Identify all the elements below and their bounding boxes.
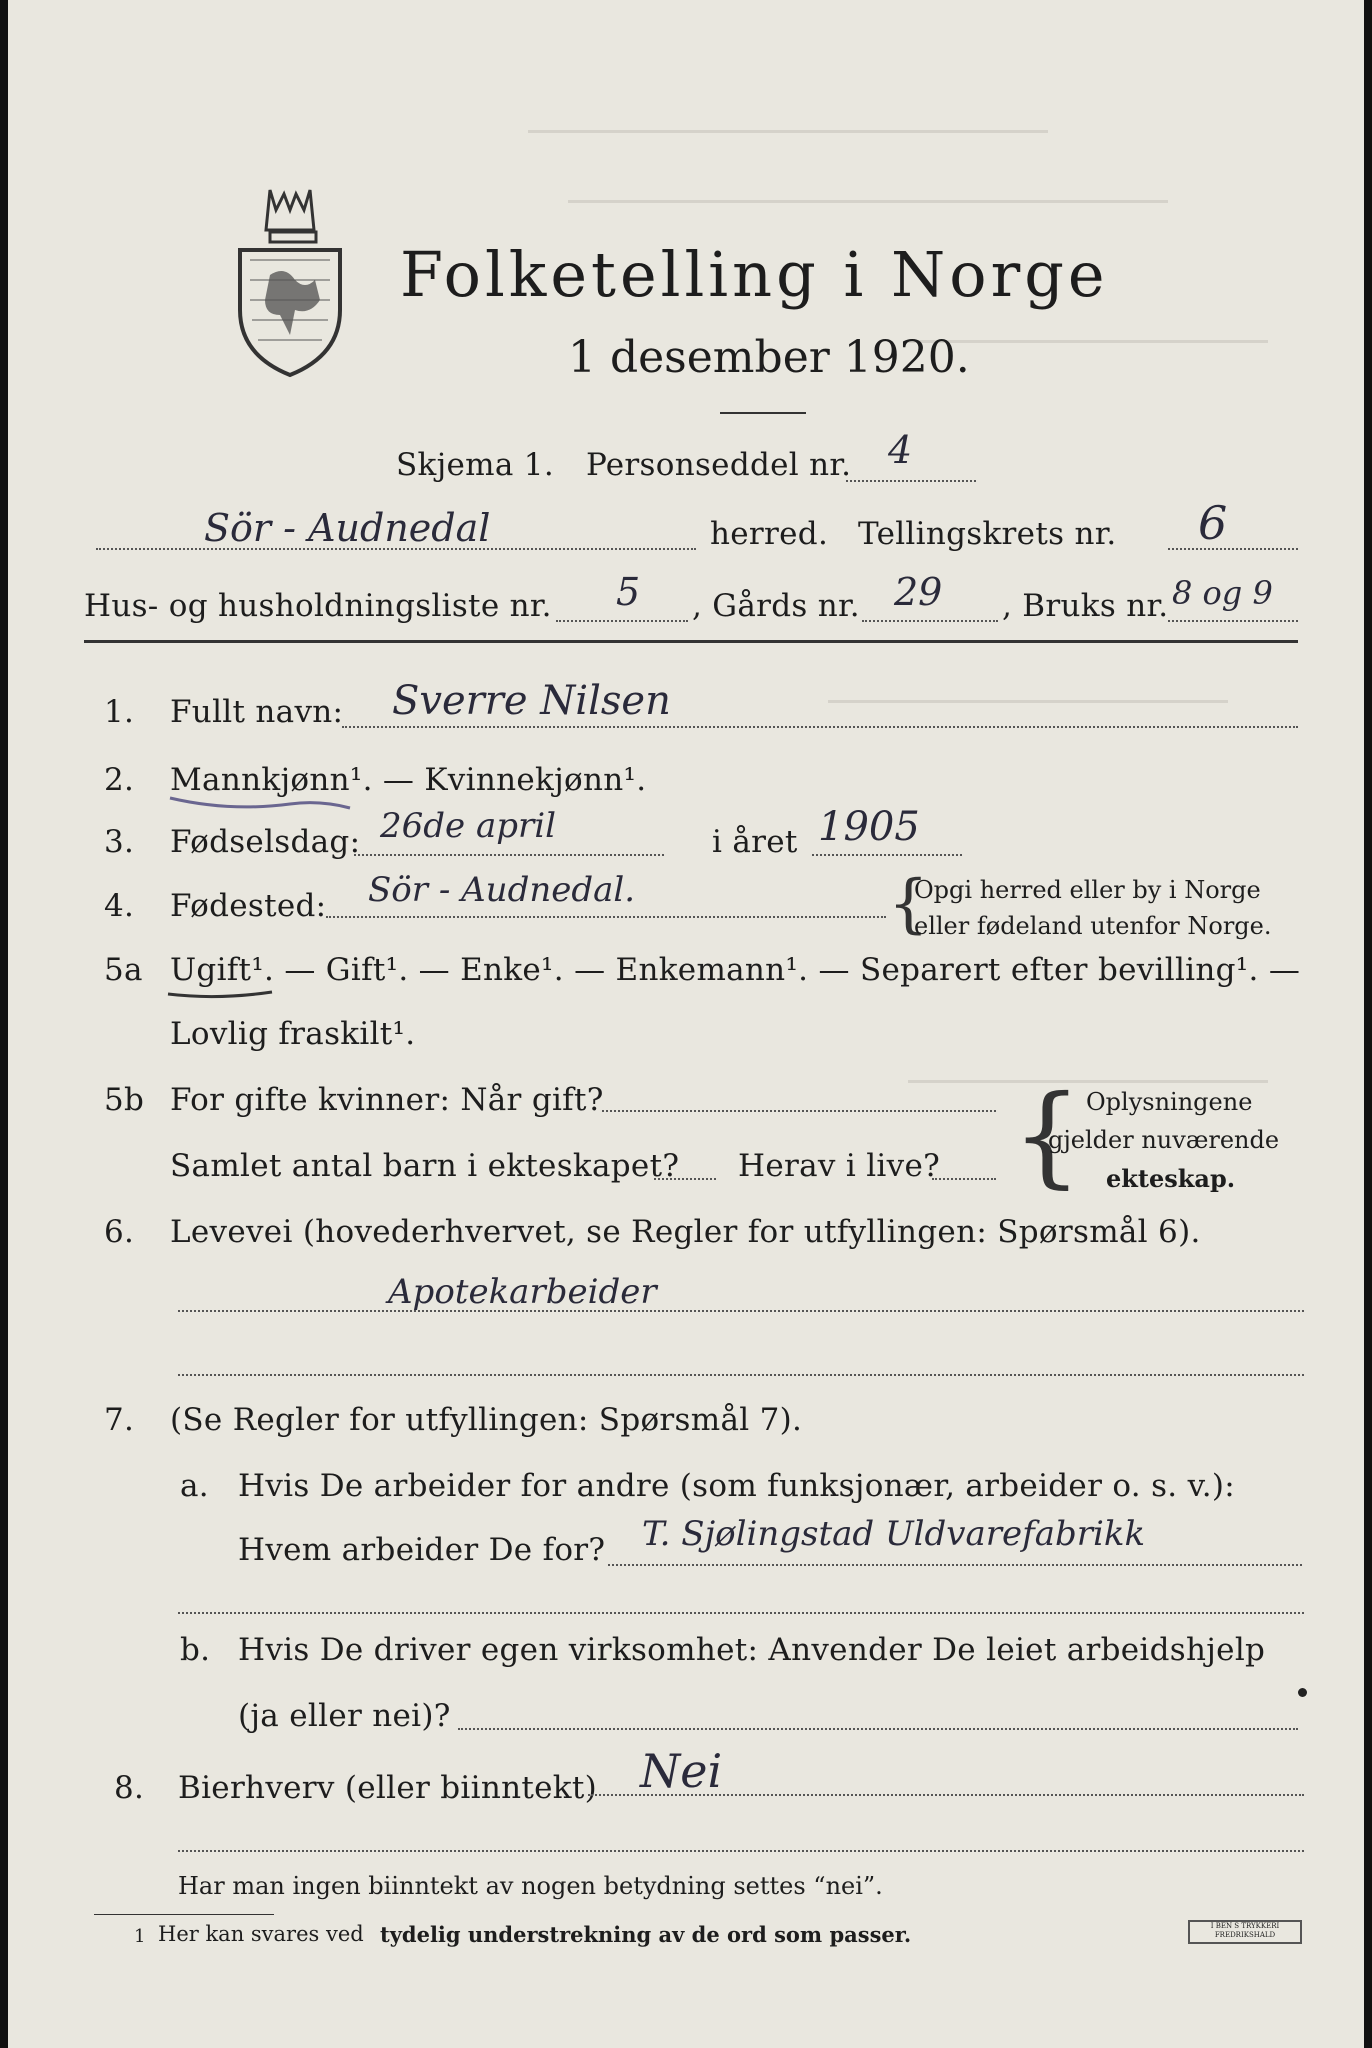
birthplace-note-2: eller fødeland utenfor Norge. bbox=[914, 912, 1272, 940]
birth-year-label: i året bbox=[712, 824, 798, 860]
q1-number: 1. bbox=[104, 694, 135, 730]
married-when-line bbox=[602, 1110, 996, 1112]
footnote-divider bbox=[94, 1914, 274, 1915]
marriage-note-2: gjelder nuværende bbox=[1048, 1126, 1280, 1154]
q5b-number: 5b bbox=[104, 1082, 145, 1118]
married-when-label: For gifte kvinner: Når gift? bbox=[170, 1082, 604, 1118]
q7b-label: Hvis De driver egen virksomhet: Anvender De leiet arbeidshjelp bbox=[238, 1632, 1266, 1668]
q7-number: 7. bbox=[104, 1402, 135, 1438]
personseddel-line bbox=[846, 480, 976, 482]
personseddel-value[interactable]: 4 bbox=[888, 428, 913, 472]
q5a-number: 5a bbox=[104, 952, 143, 988]
children-label: Samlet antal barn i ekteskapet? bbox=[170, 1148, 680, 1184]
birthday-value[interactable]: 26de april bbox=[380, 806, 556, 846]
bruks-value[interactable]: 8 og 9 bbox=[1172, 574, 1273, 612]
side-income-line-2 bbox=[178, 1850, 1304, 1852]
birthplace-note-brace: { bbox=[888, 867, 929, 941]
full-name-value[interactable]: Sverre Nilsen bbox=[392, 678, 671, 724]
footnote-emphasis: tydelig understrekning av de ord som passer. bbox=[380, 1922, 912, 1947]
full-name-line bbox=[342, 726, 1298, 728]
employer-value[interactable]: T. Sjølingstad Uldvarefabrikk bbox=[642, 1514, 1146, 1554]
q7a-employer-label: Hvem arbeider De for? bbox=[238, 1532, 606, 1568]
q1-label: Fullt navn: bbox=[170, 694, 344, 730]
tellingskrets-value[interactable]: 6 bbox=[1198, 496, 1228, 550]
q8-label: Bierhverv (eller biinntekt) bbox=[178, 1770, 598, 1806]
skjema-label: Skjema 1. bbox=[396, 447, 554, 483]
birth-year-value[interactable]: 1905 bbox=[818, 804, 920, 850]
employer-line bbox=[608, 1564, 1302, 1566]
census-form-page bbox=[8, 0, 1364, 2048]
q7a-number: a. bbox=[180, 1468, 209, 1504]
occupation-line-1 bbox=[178, 1310, 1304, 1312]
header-divider bbox=[84, 640, 1298, 643]
gards-value[interactable]: 29 bbox=[894, 570, 943, 614]
title-divider bbox=[720, 412, 806, 414]
marriage-note-brace: { bbox=[1012, 1071, 1082, 1199]
herred-label: herred. bbox=[710, 516, 829, 552]
q7-label: (Se Regler for utfyllingen: Spørsmål 7). bbox=[170, 1402, 803, 1438]
gards-label: , Gårds nr. bbox=[692, 588, 860, 624]
household-list-value[interactable]: 5 bbox=[616, 570, 641, 614]
q4-label: Fødested: bbox=[170, 888, 327, 924]
marital-underline-mark bbox=[166, 984, 276, 1004]
gards-line bbox=[862, 620, 998, 622]
hired-help-line bbox=[458, 1728, 1298, 1730]
occupation-line-2 bbox=[178, 1374, 1304, 1376]
herred-line bbox=[96, 548, 696, 550]
q6-number: 6. bbox=[104, 1214, 135, 1250]
ink-dot bbox=[1298, 1688, 1307, 1697]
household-list-line bbox=[556, 620, 688, 622]
tellingskrets-line bbox=[1168, 548, 1298, 550]
form-date: 1 desember 1920. bbox=[568, 332, 970, 383]
marital-status-options-cont[interactable]: Lovlig fraskilt¹. bbox=[170, 1016, 416, 1052]
household-list-label: Hus- og husholdningsliste nr. bbox=[84, 588, 552, 624]
footnote-number: 1 bbox=[134, 1926, 146, 1947]
form-title: Folketelling i Norge bbox=[400, 238, 1109, 311]
tellingskrets-label: Tellingskrets nr. bbox=[858, 516, 1117, 552]
employer-line-2 bbox=[178, 1612, 1304, 1614]
personseddel-label: Personseddel nr. bbox=[586, 447, 852, 483]
gender-underline-mark bbox=[168, 780, 358, 810]
bruks-label: , Bruks nr. bbox=[1002, 588, 1169, 624]
gender-options[interactable]: Mannkjønn¹. — Kvinnekjønn¹. bbox=[170, 762, 647, 798]
q7b-number: b. bbox=[180, 1632, 211, 1668]
birthplace-line bbox=[326, 916, 886, 918]
birthday-line bbox=[354, 854, 664, 856]
marital-status-options[interactable]: Ugift¹. — Gift¹. — Enke¹. — Enkemann¹. — Separert efter bevilling¹. — bbox=[170, 952, 1301, 988]
q6-label: Levevei (hovederhvervet, se Regler for utfyllingen: Spørsmål 6). bbox=[170, 1214, 1201, 1250]
q4-number: 4. bbox=[104, 888, 135, 924]
no-income-note: Har man ingen biinntekt av nogen betydning settes “nei”. bbox=[178, 1872, 883, 1900]
side-income-value[interactable]: Nei bbox=[640, 1744, 723, 1798]
alive-label: Herav i live? bbox=[738, 1148, 941, 1184]
q2-number: 2. bbox=[104, 762, 135, 798]
printer-stamp: I BEN S TRYKKERI FREDRIKSHALD bbox=[1188, 1920, 1302, 1944]
q3-number: 3. bbox=[104, 824, 135, 860]
birthplace-note-1: Opgi herred eller by i Norge bbox=[914, 876, 1261, 904]
norwegian-coat-of-arms-icon bbox=[230, 180, 350, 380]
footnote-text: Her kan svares ved bbox=[158, 1922, 364, 1946]
side-income-line bbox=[588, 1794, 1304, 1796]
q7b-label-cont: (ja eller nei)? bbox=[238, 1698, 451, 1734]
occupation-value[interactable]: Apotekarbeider bbox=[388, 1272, 657, 1312]
herred-value[interactable]: Sör - Audnedal bbox=[204, 506, 491, 550]
q3-label: Fødselsdag: bbox=[170, 824, 361, 860]
children-line bbox=[654, 1178, 716, 1180]
birthplace-value[interactable]: Sör - Audnedal. bbox=[368, 870, 636, 910]
birth-year-line bbox=[812, 854, 962, 856]
marriage-note-1: Oplysningene bbox=[1086, 1088, 1253, 1116]
q8-number: 8. bbox=[114, 1770, 145, 1806]
marriage-note-3: ekteskap. bbox=[1106, 1164, 1236, 1193]
q7a-label: Hvis De arbeider for andre (som funksjonær, arbeider o. s. v.): bbox=[238, 1468, 1236, 1504]
alive-line bbox=[932, 1178, 996, 1180]
bruks-line bbox=[1168, 620, 1298, 622]
